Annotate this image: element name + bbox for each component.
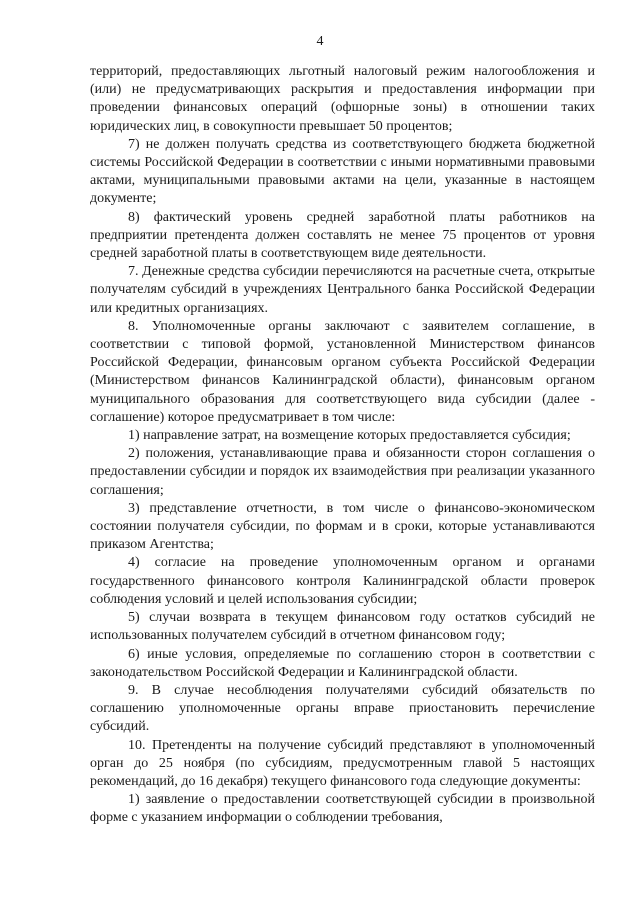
paragraph-agreement-6: 6) иные условия, определяемые по соглашению сторон в соответствии с законодательством Российской Федерации и Калининградской области. xyxy=(90,646,595,680)
paragraph-agreement-1: 1) направление затрат, на возмещение которых предоставляется субсидия; xyxy=(128,428,571,444)
document-body xyxy=(90,63,595,828)
paragraph-agreement-4: 4) согласие на проведение уполномоченным органом и органами государственного финансового контроля Калининградской области проверок соблюдения условий и целей использования субсидии; xyxy=(90,555,595,607)
paragraph-document-1: 1) заявление о предоставлении соответствующей субсидии в произвольной форме с указанием информации о соблюдении требования, xyxy=(90,792,595,826)
paragraph-agreement-5: 5) случаи возврата в текущем финансовом году остатков субсидий не использованных получателем субсидий в отчетном финансовом году; xyxy=(90,610,595,644)
paragraph-item-9: 9. В случае несоблюдения получателями субсидий обязательств по соглашению уполномоченные органы вправе приостановить перечисление субсидий. xyxy=(90,682,595,735)
paragraph-item-10: 10. Претенденты на получение субсидий представляют в уполномоченный орган до 25 ноября (по субсидиям, предусмотренным главой 5 настоящих рекомендаций, до 16 декабря) текущего финансового года следующие документы: xyxy=(90,737,595,789)
page-number: 4 xyxy=(316,34,324,49)
paragraph-continuation: территорий, предоставляющих льготный налоговый режим налогообложения и (или) не предусматривающих раскрытия и предоставления информации при проведении финансовых операций (офшорные зоны) в отношении таких юридических лиц, в совокупности превышает 50 процентов; xyxy=(90,64,595,134)
paragraph-item-7: 7. Денежные средства субсидии перечисляются на расчетные счета, открытые получателям субсидий в учреждениях Центрального банка Российской Федерации или кредитных организациях. xyxy=(90,264,595,316)
paragraph-agreement-2: 2) положения, устанавливающие права и обязанности сторон соглашения о предоставлении субсидии и порядок их взаимодействия при реализации указанного соглашения; xyxy=(90,446,595,498)
paragraph-agreement-3: 3) представление отчетности, в том числе о финансово-экономическом состоянии получателя субсидии, по формам и в сроки, которые устанавливаются приказом Агентства; xyxy=(90,500,595,553)
paragraph-requirement-8: 8) фактический уровень средней заработной платы работников на предприятии претендента должен составлять не менее 75 процентов от уровня средней заработной платы в соответствующем виде деятельности. xyxy=(90,209,595,262)
paragraph-item-8: 8. Уполномоченные органы заключают с заявителем соглашение, в соответствии с типовой формой, установленной Министерством финансов Российской Федерации, финансовым органом субъекта Российской Федерации (Министерством финансов Калининградской области), финансовым органом муниципального образования для соответствующего вида субсидии (далее - соглашение) которое предусматривает в том числе: xyxy=(90,318,595,425)
paragraph-requirement-7: 7) не должен получать средства из соответствующего бюджета бюджетной системы Российской Федерации в соответствии с иными нормативными правовыми актами, муниципальными правовыми актами на цели, указанные в настоящем документе; xyxy=(90,136,595,207)
